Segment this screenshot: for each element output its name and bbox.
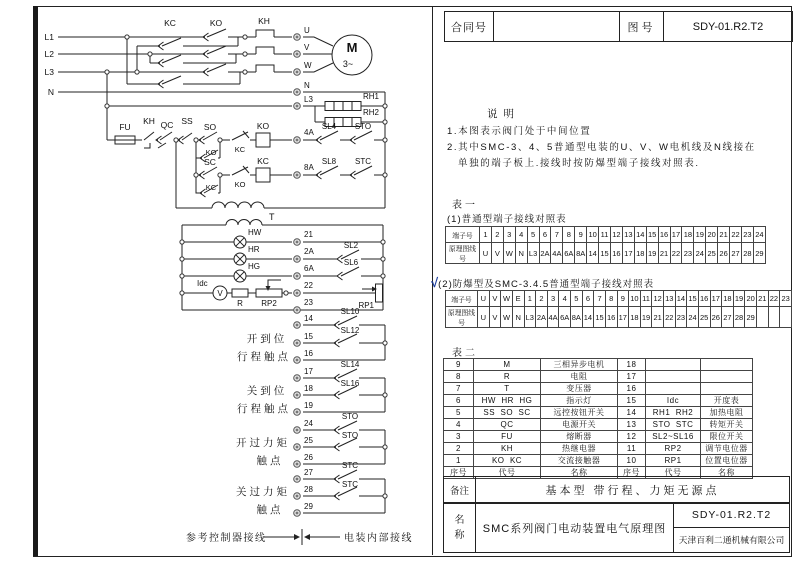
terminal-cell: 11 [599, 227, 611, 243]
terminal-cell: 12 [610, 227, 622, 243]
terminal-cell: 4A [547, 307, 559, 328]
row-label: 原理图线号 [446, 307, 478, 328]
component-cell [701, 371, 753, 383]
label-terminal-16: 16 [304, 349, 313, 358]
component-cell: KH [474, 443, 541, 455]
terminal-cell: 24 [687, 307, 699, 328]
component-table-caption: 表二 [452, 348, 478, 359]
label-terminal-8a: 8A [304, 163, 314, 172]
component-table [443, 358, 753, 479]
component-cell: QC [474, 419, 541, 431]
row-label: 端子号 [446, 291, 478, 307]
terminal-row [446, 291, 792, 307]
terminal-cell: 7 [594, 291, 606, 307]
component-cell: 三相异步电机 [541, 359, 618, 371]
component-row [444, 443, 753, 455]
component-cell: 位置电位器 [701, 455, 753, 467]
control-wires [107, 131, 383, 208]
terminal-cell: 21 [757, 291, 769, 307]
terminal-cell: 25 [706, 243, 718, 264]
label-fu: FU [119, 122, 131, 132]
component-cell: SL2~SL16 [646, 431, 701, 443]
terminal-cell: 19 [694, 227, 706, 243]
terminal-cell: W [501, 307, 513, 328]
component-cell: 2 [444, 443, 474, 455]
component-cell: 转矩开关 [701, 419, 753, 431]
component-cell: 远控按钮开关 [541, 407, 618, 419]
component-cell: Idc [646, 395, 701, 407]
label-terminal-15: 15 [304, 332, 313, 341]
label-sl10: SL10 [340, 307, 360, 316]
terminal-cell: 12 [652, 291, 664, 307]
terminal-cell: 11 [640, 291, 652, 307]
title-block [444, 11, 793, 42]
component-cell: 限位开关 [701, 431, 753, 443]
terminal-cell: 28 [741, 243, 753, 264]
component-row [444, 371, 753, 383]
label-close-travel-1: 关到位 [246, 385, 288, 397]
label-qc: QC [160, 120, 174, 130]
terminal-cell: 3 [503, 227, 515, 243]
component-cell: 电源开关 [541, 419, 618, 431]
check-icon: √ [431, 275, 439, 290]
terminal-cell: 23 [780, 291, 792, 307]
component-cell: 11 [618, 443, 646, 455]
label-hg: HG [248, 262, 260, 271]
terminal-cell: 4 [515, 227, 527, 243]
terminal-cell: 2A [536, 307, 548, 328]
voltmeter-letter: V [217, 289, 223, 298]
component-cell: 加热电阻 [701, 407, 753, 419]
label-l3: L3 [44, 67, 54, 77]
terminal-cell: 22 [768, 291, 780, 307]
terminal-cell: 17 [670, 227, 682, 243]
label-sl2: SL2 [343, 241, 359, 250]
label-n: N [47, 87, 54, 97]
terminal-cell: E [512, 291, 524, 307]
legend-controller-wiring: 参考控制器接线 [186, 533, 267, 544]
terminal-cell: V [489, 307, 501, 328]
terminal-cell: 23 [675, 307, 687, 328]
terminal-cell: 21 [658, 243, 670, 264]
power-wires [58, 29, 385, 208]
component-cell: 10 [618, 455, 646, 467]
component-cell: 17 [618, 371, 646, 383]
name-label: 名称 [444, 503, 476, 552]
component-row [444, 431, 753, 443]
label-hw: HW [248, 228, 262, 237]
label-kc-holding: KC [205, 183, 217, 192]
terminal-cell: 8 [605, 291, 617, 307]
label-close-torque-1: 关过力矩 [236, 486, 290, 498]
terminal-cell: 16 [658, 227, 670, 243]
label-terminal-19: 19 [304, 401, 313, 410]
component-cell: 5 [444, 407, 474, 419]
component-cell: 序号 [618, 467, 646, 479]
label-terminal-n: N [304, 81, 310, 90]
terminal-cell: 5 [527, 227, 539, 243]
label-so: SO [203, 122, 217, 132]
component-cell: 序号 [444, 467, 474, 479]
terminal-cell: 19 [646, 243, 658, 264]
label-terminal-28: 28 [304, 485, 313, 494]
terminal-cell: 15 [646, 227, 658, 243]
label-ko-coil: KO [256, 121, 270, 131]
table2-subtitle: (2)防爆型及SMC-3.4.5普通型端子接线对照表 [438, 279, 655, 290]
terminal-cell: 16 [605, 307, 617, 328]
terminal-cell: 22 [670, 243, 682, 264]
component-cell: 电阻 [541, 371, 618, 383]
component-cell: T [474, 383, 541, 395]
component-cell: 9 [444, 359, 474, 371]
terminal-cell: 19 [640, 307, 652, 328]
component-row [444, 359, 753, 371]
label-sc: SC [204, 157, 216, 167]
label-rp1: RP1 [358, 301, 374, 310]
component-cell: 13 [618, 419, 646, 431]
terminal-cell: 3 [547, 291, 559, 307]
terminal-cell: 15 [599, 243, 611, 264]
terminal-cell: 8 [563, 227, 575, 243]
terminal-cell: 2A [539, 243, 551, 264]
contract-no-value [493, 12, 619, 41]
terminal-cell: 21 [718, 227, 730, 243]
terminal-cell: 6 [582, 291, 594, 307]
terminal-table-1 [445, 226, 766, 264]
terminal-cell: 25 [698, 307, 710, 328]
component-cell: 14 [618, 407, 646, 419]
notes-heading: 说明 [487, 108, 520, 120]
terminal-cell: 14 [582, 307, 594, 328]
label-terminal-21: 21 [304, 230, 313, 239]
terminal-cell: 20 [745, 291, 757, 307]
terminal-cell: 1 [524, 291, 536, 307]
label-terminal-14: 14 [304, 314, 313, 323]
terminal-cell [757, 307, 769, 328]
label-open-travel-2: 行程触点 [237, 351, 291, 363]
component-cell [646, 359, 701, 371]
table1-subtitle: (1)普通型端子接线对照表 [447, 214, 567, 225]
terminal-cell: 17 [617, 307, 629, 328]
label-l2: L2 [44, 49, 54, 59]
label-kc-coil: KC [257, 156, 269, 166]
terminal-cell: 4 [559, 291, 571, 307]
label-stc-close: STC [355, 157, 371, 166]
terminal-cell: 14 [587, 243, 599, 264]
component-cell: STO STC [646, 419, 701, 431]
motor-phase: 3~ [342, 59, 354, 69]
terminal-cell: 29 [745, 307, 757, 328]
terminal-cell: 13 [622, 227, 634, 243]
terminal-row [446, 227, 766, 243]
label-sl8: SL8 [321, 157, 337, 166]
label-sl12: SL12 [340, 326, 360, 335]
terminal-cell: 24 [694, 243, 706, 264]
label-r: R [237, 299, 243, 308]
label-terminal-23: 23 [304, 298, 313, 307]
label-kh-relay: KH [258, 16, 270, 26]
terminal-cell: L3 [527, 243, 539, 264]
terminal-cell: 29 [753, 243, 765, 264]
terminal-cell: U [478, 291, 490, 307]
terminal-cell: 22 [730, 227, 742, 243]
label-terminal-26: 26 [304, 453, 313, 462]
component-cell: 热继电器 [541, 443, 618, 455]
label-terminal-29: 29 [304, 502, 313, 511]
terminal-cell: 19 [733, 291, 745, 307]
component-cell [701, 383, 753, 395]
row-label: 端子号 [446, 227, 480, 243]
remark-block [443, 476, 790, 504]
label-open-travel-1: 开到位 [246, 333, 288, 345]
component-cell: 名称 [701, 467, 753, 479]
component-row [444, 419, 753, 431]
label-terminal-18: 18 [304, 384, 313, 393]
terminal-cell: 14 [675, 291, 687, 307]
terminal-cell: 2 [536, 291, 548, 307]
terminal-cell: 16 [698, 291, 710, 307]
component-cell: SS SO SC [474, 407, 541, 419]
motor-letter: M [346, 40, 358, 55]
drawing-number: SDY-01.R2.T2 [674, 503, 789, 528]
legend-internal-wiring: 电装内部接线 [344, 533, 413, 544]
component-cell: 熔断器 [541, 431, 618, 443]
label-stc-contact-2: STC [342, 480, 358, 489]
label-rh2: RH2 [363, 108, 380, 117]
note-line-2: 2.其中SMC-3、4、5普通型电装的U、V、W电机线及N线接在 [447, 142, 756, 153]
label-sl16: SL16 [340, 379, 360, 388]
terminal-cell: U [480, 243, 492, 264]
terminal-cell: 6 [539, 227, 551, 243]
schematic-labels [45, 16, 413, 544]
component-cell: 8 [444, 371, 474, 383]
label-terminal-4a: 4A [304, 128, 314, 137]
terminal-cell: 23 [741, 227, 753, 243]
label-terminal-w: W [304, 61, 312, 70]
label-open-torque-1: 开过力矩 [236, 437, 290, 449]
terminal-cell: 9 [617, 291, 629, 307]
terminal-cell: 1 [480, 227, 492, 243]
component-cell: 1 [444, 455, 474, 467]
label-rp2: RP2 [261, 299, 277, 308]
terminal-cell: 18 [682, 227, 694, 243]
label-terminal-24: 24 [304, 419, 313, 428]
terminal-cell: 23 [682, 243, 694, 264]
component-cell: 调节电位器 [701, 443, 753, 455]
terminal-cell: W [503, 243, 515, 264]
component-cell [646, 371, 701, 383]
terminal-cell: V [489, 291, 501, 307]
terminal-cell: 9 [575, 227, 587, 243]
terminal-cell [768, 307, 780, 328]
terminal-cell: 18 [722, 291, 734, 307]
terminal-cell: 8A [575, 243, 587, 264]
terminal-cell: 27 [722, 307, 734, 328]
label-terminal-u: U [304, 26, 310, 35]
component-cell: 15 [618, 395, 646, 407]
component-cell: 变压器 [541, 383, 618, 395]
label-ss: SS [181, 116, 193, 126]
terminal-cell: 24 [753, 227, 765, 243]
terminal-cell: 27 [730, 243, 742, 264]
terminal-cell: 6A [559, 307, 571, 328]
terminal-cell: 18 [629, 307, 641, 328]
component-cell: 4 [444, 419, 474, 431]
legend-divider [264, 529, 340, 545]
component-row [444, 455, 753, 467]
component-cell: 名称 [541, 467, 618, 479]
terminal-cell: 28 [733, 307, 745, 328]
terminal-cell: 10 [629, 291, 641, 307]
note-line-3: 单独的端子板上.接线时按防爆型端子接线对照表. [458, 158, 700, 169]
terminal-cell: 13 [664, 291, 676, 307]
label-close-travel-2: 行程触点 [237, 403, 291, 415]
label-transformer: T [269, 212, 275, 222]
component-row [444, 407, 753, 419]
component-cell: FU [474, 431, 541, 443]
terminal-cell: 21 [652, 307, 664, 328]
component-row [444, 383, 753, 395]
terminal-cell: 26 [718, 243, 730, 264]
label-close-torque-2: 触点 [256, 504, 284, 516]
note-line-1: 1.本图表示阀门处于中间位置 [447, 126, 592, 137]
terminal-cell: 8A [571, 307, 583, 328]
terminal-cell: U [478, 307, 490, 328]
terminal-cell: 6A [563, 243, 575, 264]
terminal-cell: 22 [664, 307, 676, 328]
label-kc-interlock: KC [234, 145, 246, 154]
label-kh-contact: KH [143, 116, 155, 126]
terminal-cell: 4A [551, 243, 563, 264]
label-rh1: RH1 [363, 92, 380, 101]
terminal-cell: W [501, 291, 513, 307]
label-ko-holding: KO [205, 148, 217, 157]
terminal-cell: 14 [634, 227, 646, 243]
label-sto-open: STO [354, 122, 372, 131]
terminal-cell: 20 [706, 227, 718, 243]
component-cell: RH1 RH2 [646, 407, 701, 419]
terminal-cell: L3 [524, 307, 536, 328]
component-cell: 代号 [646, 467, 701, 479]
label-terminal-6a: 6A [304, 264, 314, 273]
terminal-cell: 7 [551, 227, 563, 243]
terminal-cell: V [491, 243, 503, 264]
component-cell [701, 359, 753, 371]
label-sto-contact-1: STO [341, 412, 359, 421]
component-cell: 6 [444, 395, 474, 407]
label-sl6: SL6 [343, 258, 359, 267]
terminal-cell: 15 [594, 307, 606, 328]
terminal-cell: N [512, 307, 524, 328]
component-cell: KO KC [474, 455, 541, 467]
label-l1: L1 [44, 32, 54, 42]
terminal-cell: 2 [491, 227, 503, 243]
terminal-table-2 [445, 290, 792, 328]
component-cell: 18 [618, 359, 646, 371]
terminal-cell: 5 [571, 291, 583, 307]
label-sl14: SL14 [340, 360, 360, 369]
terminal-points [294, 34, 301, 517]
label-terminal-l3: L3 [304, 95, 313, 104]
component-cell: 开度表 [701, 395, 753, 407]
component-cell: HW HR HG [474, 395, 541, 407]
remark-label: 备注 [444, 477, 476, 503]
component-cell: 16 [618, 383, 646, 395]
terminal-cell: 16 [610, 243, 622, 264]
label-terminal-v: V [304, 43, 310, 52]
component-row [444, 395, 753, 407]
drawing-no-value: SDY-01.R2.T2 [663, 12, 792, 41]
label-sl4: SL4 [321, 122, 337, 131]
terminal-cell: 17 [710, 291, 722, 307]
component-cell: 12 [618, 431, 646, 443]
component-cell: 7 [444, 383, 474, 395]
terminal-row [446, 243, 766, 264]
component-cell: RP1 [646, 455, 701, 467]
component-cell: M [474, 359, 541, 371]
terminal-cell: 18 [634, 243, 646, 264]
label-terminal-17: 17 [304, 367, 313, 376]
transformer-secondary-wires [176, 202, 385, 310]
label-terminal-25: 25 [304, 436, 313, 445]
terminal-cell: 26 [710, 307, 722, 328]
component-cell: 指示灯 [541, 395, 618, 407]
row-label: 原理图线号 [446, 243, 480, 264]
label-ko-contactor: KO [209, 18, 223, 28]
label-open-torque-2: 触点 [256, 455, 284, 467]
name-block-right [674, 503, 789, 552]
component-cell: 3 [444, 431, 474, 443]
component-cell [646, 383, 701, 395]
component-cell: R [474, 371, 541, 383]
terminal-cell: 17 [622, 243, 634, 264]
terminal-cell: 10 [587, 227, 599, 243]
terminal-cell [780, 307, 792, 328]
component-cell: 交流接触器 [541, 455, 618, 467]
label-sto-contact-2: STO [341, 431, 359, 440]
remark-text: 基本型 带行程、力矩无源点 [545, 485, 720, 497]
label-terminal-27: 27 [304, 468, 313, 477]
name-block [443, 502, 790, 553]
terminal-cell: 15 [687, 291, 699, 307]
terminal-cell: N [515, 243, 527, 264]
drawing-no-label: 图号 [619, 12, 663, 41]
component-cell: 代号 [474, 467, 541, 479]
contract-no-label: 合同号 [451, 21, 487, 34]
company-name: 天津百利二通机械有限公司 [678, 535, 785, 546]
table1-caption: 表一 [452, 200, 478, 211]
label-hr: HR [248, 245, 260, 254]
component-cell: RP2 [646, 443, 701, 455]
terminal-row [446, 307, 792, 328]
label-ko-interlock: KO [234, 180, 246, 189]
label-stc-contact-1: STC [342, 461, 358, 470]
drawing-title: SMC系列阀门电动装置电气原理图 [476, 503, 674, 552]
label-terminal-2a: 2A [304, 247, 314, 256]
label-terminal-22: 22 [304, 281, 313, 290]
label-kc-contactor: KC [164, 18, 176, 28]
label-idc: Idc [197, 279, 208, 288]
